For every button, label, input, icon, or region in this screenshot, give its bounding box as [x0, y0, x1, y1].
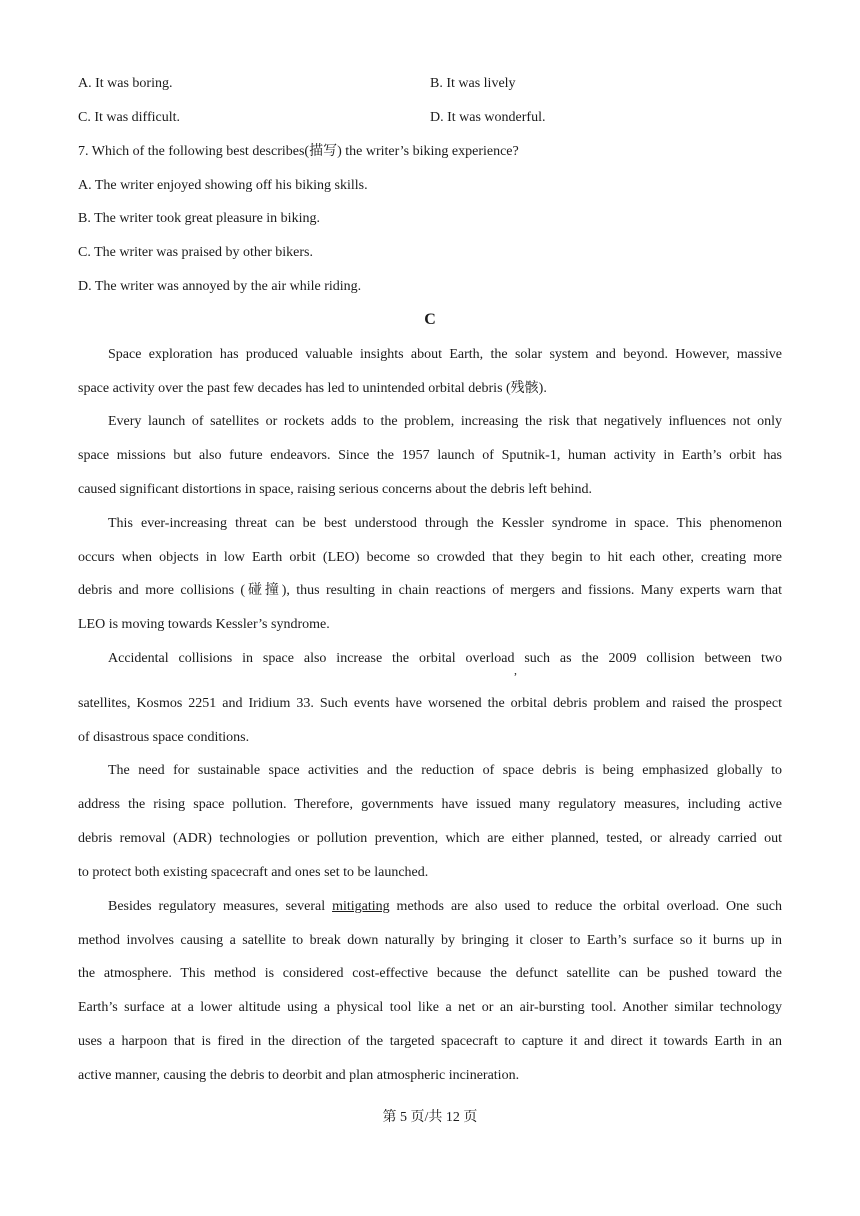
option-d: D. It was wonderful. [430, 110, 546, 125]
paragraph-4-line-2: satellites, Kosmos 2251 and Iridium 33. Such events have worsened the orbital debris problem and raised the prospect [78, 696, 782, 711]
option-b: B. It was lively [430, 76, 516, 91]
q7-option-b: B. The writer took great pleasure in biking. [78, 211, 320, 226]
paragraph-1-line-1: Space exploration has produced valuable insights about Earth, the solar system and beyond. However, massive [108, 347, 782, 362]
option-c: C. It was difficult. [78, 110, 181, 125]
paragraph-6-line-3: the atmosphere. This method is considered cost-effective because the defunct satellite can be pushed toward the [78, 966, 782, 981]
paragraph-2-line-2: space missions but also future endeavors. Since the 1957 launch of Sputnik-1, human activity in Earth’s orbit has [78, 448, 782, 463]
page-number-footer: 第 5 页/共 12 页 [382, 1110, 478, 1125]
option-a: A. It was boring. [78, 76, 173, 91]
paragraph-1-line-2: space activity over the past few decades has led to unintended orbital debris (残骸). [78, 381, 547, 396]
paragraph-5-line-4: to protect both existing spacecraft and ones set to be launched. [78, 865, 429, 880]
section-heading: C [424, 311, 436, 328]
paragraph-6-line-2: method involves causing a satellite to break down naturally by bringing it closer to Earth’s surface so it burns up in [78, 933, 782, 948]
q7-option-a: A. The writer enjoyed showing off his biking skills. [78, 178, 368, 193]
paragraph-6-line-5: uses a harpoon that is fired in the direction of the targeted spacecraft to capture it and direct it towards Earth in an [78, 1034, 782, 1049]
paragraph-2-line-1: Every launch of satellites or rockets adds to the problem, increasing the risk that negatively influences not only [108, 414, 782, 429]
paragraph-3-line-4: LEO is moving towards Kessler’s syndrome. [78, 617, 330, 632]
paragraph-3-line-2: occurs when objects in low Earth orbit (LEO) become so crowded that they begin to hit each other, creating more [78, 550, 782, 565]
paragraph-5-line-2: address the rising space pollution. Therefore, governments have issued many regulatory measures, including active [78, 797, 782, 812]
paragraph-6-line-4: Earth’s surface at a lower altitude using a physical tool like a net or an air-bursting tool. Another similar technology [78, 1000, 782, 1015]
p6-text-after: methods are also used to reduce the orbital overload. One such [389, 899, 782, 914]
stray-comma: , [514, 663, 517, 677]
q7-option-c: C. The writer was praised by other bikers. [78, 245, 313, 260]
paragraph-5-line-3: debris removal (ADR) technologies or pollution prevention, which are either planned, tested, or already carried out [78, 831, 782, 846]
question-7-stem: 7. Which of the following best describes(描写) the writer’s biking experience? [78, 144, 519, 159]
underlined-word-mitigating: mitigating [332, 899, 390, 914]
paragraph-2-line-3: caused significant distortions in space, raising serious concerns about the debris left behind. [78, 482, 592, 497]
p6-text-before: Besides regulatory measures, several [108, 899, 333, 914]
paragraph-6-line-6: active manner, causing the debris to deorbit and plan atmospheric incineration. [78, 1068, 520, 1083]
paragraph-6-line-1 [108, 898, 782, 916]
q7-option-d: D. The writer was annoyed by the air while riding. [78, 279, 362, 294]
paragraph-3-line-3: debris and more collisions (碰撞), thus resulting in chain reactions of mergers and fissions. Many experts warn that [78, 583, 782, 598]
paragraph-4-line-1: Accidental collisions in space also increase the orbital overload such as the 2009 collision between two [108, 651, 782, 666]
paragraph-5-line-1: The need for sustainable space activities and the reduction of space debris is being emphasized globally to [108, 763, 782, 778]
paragraph-3-line-1: This ever-increasing threat can be best understood through the Kessler syndrome in space. This phenomenon [108, 516, 782, 531]
paragraph-4-line-3: of disastrous space conditions. [78, 730, 250, 745]
